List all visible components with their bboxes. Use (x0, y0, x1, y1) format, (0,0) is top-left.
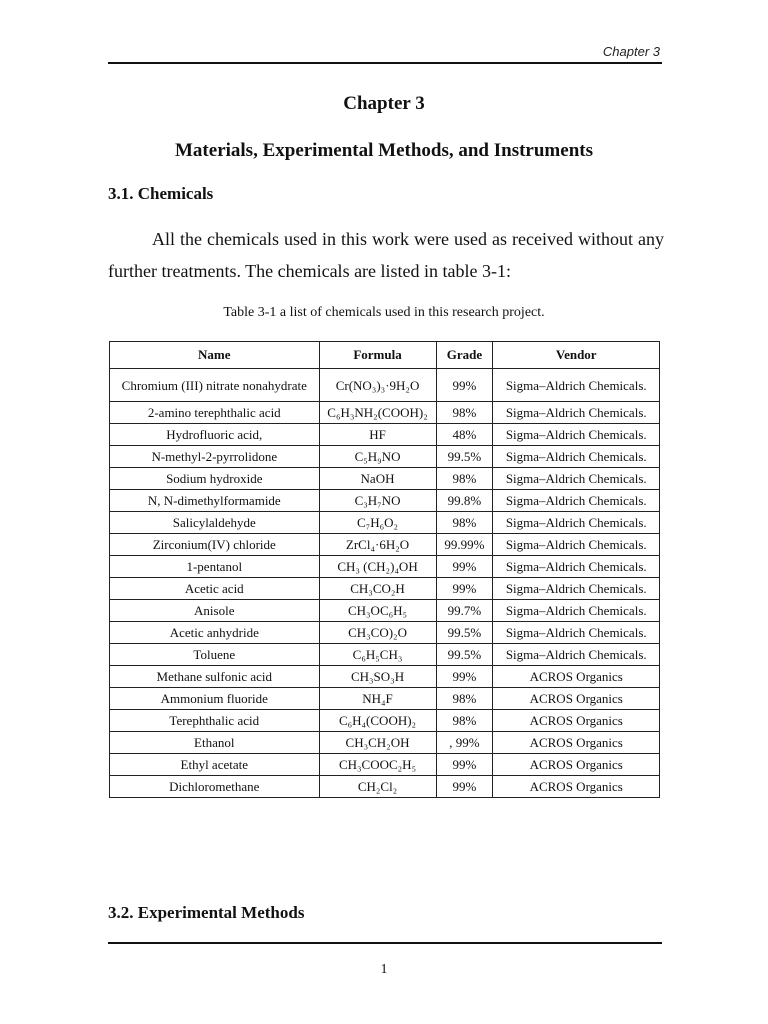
table-header-row (110, 342, 660, 369)
cell-formula: C₆H₄(COOH)₂ (319, 710, 436, 732)
cell-formula: NaOH (319, 468, 436, 490)
cell-vendor: ACROS Organics (493, 710, 660, 732)
cell-vendor: Sigma–Aldrich Chemicals. (493, 490, 660, 512)
cell-name: Ammonium fluoride (110, 688, 320, 710)
header-formula: Formula (319, 342, 436, 369)
table-row (110, 776, 660, 798)
header-grade: Grade (436, 342, 493, 369)
table-row (110, 688, 660, 710)
cell-name: Ethyl acetate (110, 754, 320, 776)
cell-grade: 99.5% (436, 622, 493, 644)
cell-vendor: Sigma–Aldrich Chemicals. (493, 600, 660, 622)
cell-grade: 98% (436, 402, 493, 424)
table-row (110, 402, 660, 424)
table-row (110, 578, 660, 600)
chemicals-table (109, 341, 660, 798)
cell-formula: CH₂Cl₂ (319, 776, 436, 798)
table-row (110, 600, 660, 622)
table-caption: Table 3-1 a list of chemicals used in this research project. (223, 305, 545, 320)
table-row (110, 468, 660, 490)
cell-grade: 99% (436, 556, 493, 578)
cell-name: Salicylaldehyde (110, 512, 320, 534)
cell-name: N, N-dimethylformamide (110, 490, 320, 512)
cell-formula: CH₃CO₂H (319, 578, 436, 600)
cell-vendor: Sigma–Aldrich Chemicals. (493, 556, 660, 578)
cell-grade: 99% (436, 369, 493, 402)
cell-vendor: Sigma–Aldrich Chemicals. (493, 534, 660, 556)
cell-formula: C₆H₅CH₃ (319, 644, 436, 666)
cell-vendor: Sigma–Aldrich Chemicals. (493, 622, 660, 644)
table-row (110, 754, 660, 776)
cell-name: Toluene (110, 644, 320, 666)
cell-vendor: Sigma–Aldrich Chemicals. (493, 424, 660, 446)
cell-vendor: ACROS Organics (493, 732, 660, 754)
table-row (110, 446, 660, 468)
cell-formula: Cr(NO₃)₃·9H₂O (319, 369, 436, 402)
table-row (110, 490, 660, 512)
table-row (110, 512, 660, 534)
cell-formula: CH₃ (CH₂)₄OH (319, 556, 436, 578)
cell-vendor: Sigma–Aldrich Chemicals. (493, 446, 660, 468)
cell-grade: 98% (436, 468, 493, 490)
header-rule (108, 62, 662, 64)
cell-grade: 99.7% (436, 600, 493, 622)
cell-formula: C₇H₆O₂ (319, 512, 436, 534)
cell-grade: 99% (436, 754, 493, 776)
cell-grade: 99.5% (436, 644, 493, 666)
table-row (110, 424, 660, 446)
table-row (110, 666, 660, 688)
cell-grade: 99.5% (436, 446, 493, 468)
cell-vendor: Sigma–Aldrich Chemicals. (493, 578, 660, 600)
cell-vendor: ACROS Organics (493, 754, 660, 776)
header-name: Name (110, 342, 320, 369)
cell-grade: 99% (436, 776, 493, 798)
table-row (110, 732, 660, 754)
table-row (110, 534, 660, 556)
cell-formula: CH₃CH₂OH (319, 732, 436, 754)
cell-vendor: Sigma–Aldrich Chemicals. (493, 369, 660, 402)
cell-formula: CH₃CO)₂O (319, 622, 436, 644)
cell-name: Chromium (III) nitrate nonahydrate (110, 369, 320, 402)
cell-name: Anisole (110, 600, 320, 622)
table-row (110, 556, 660, 578)
cell-name: Acetic acid (110, 578, 320, 600)
cell-name: Methane sulfonic acid (110, 666, 320, 688)
cell-grade: 98% (436, 688, 493, 710)
cell-formula: ZrCl₄·6H₂O (319, 534, 436, 556)
cell-formula: HF (319, 424, 436, 446)
cell-name: 1-pentanol (110, 556, 320, 578)
cell-name: Acetic anhydride (110, 622, 320, 644)
cell-name: Terephthalic acid (110, 710, 320, 732)
table-row (110, 622, 660, 644)
cell-grade: 98% (436, 512, 493, 534)
cell-grade: 99.99% (436, 534, 493, 556)
table-row (110, 710, 660, 732)
section-heading-experimental-methods: 3.2. Experimental Methods (108, 903, 305, 922)
cell-vendor: Sigma–Aldrich Chemicals. (493, 644, 660, 666)
cell-formula: NH₄F (319, 688, 436, 710)
cell-name: N-methyl-2-pyrrolidone (110, 446, 320, 468)
cell-formula: CH₃COOC₂H₅ (319, 754, 436, 776)
intro-paragraph-text: All the chemicals used in this work were used as received without any further treatments. The chemicals are listed in table 3-1: (108, 229, 664, 281)
cell-grade: 99.8% (436, 490, 493, 512)
cell-formula: C₆H₃NH₂(COOH)₂ (319, 402, 436, 424)
cell-formula: CH₃OC₆H₅ (319, 600, 436, 622)
table-row (110, 644, 660, 666)
cell-name: Ethanol (110, 732, 320, 754)
cell-formula: C₅H₉NO (319, 446, 436, 468)
running-header: Chapter 3 (602, 44, 660, 59)
cell-name: Hydrofluoric acid, (110, 424, 320, 446)
cell-grade: , 99% (436, 732, 493, 754)
page-number: 1 (380, 962, 388, 977)
section-heading-chemicals: 3.1. Chemicals (108, 184, 214, 203)
table-body (110, 369, 660, 798)
cell-grade: 99% (436, 578, 493, 600)
cell-vendor: ACROS Organics (493, 666, 660, 688)
cell-name: Dichloromethane (110, 776, 320, 798)
cell-name: Sodium hydroxide (110, 468, 320, 490)
cell-vendor: Sigma–Aldrich Chemicals. (493, 468, 660, 490)
cell-formula: C₃H₇NO (319, 490, 436, 512)
cell-grade: 98% (436, 710, 493, 732)
cell-vendor: ACROS Organics (493, 776, 660, 798)
chapter-subtitle: Materials, Experimental Methods, and Instruments (175, 140, 593, 161)
intro-paragraph (108, 223, 664, 287)
cell-vendor: ACROS Organics (493, 688, 660, 710)
cell-grade: 99% (436, 666, 493, 688)
cell-formula: CH₃SO₃H (319, 666, 436, 688)
table-row (110, 369, 660, 402)
chapter-title: Chapter 3 (343, 93, 425, 114)
cell-vendor: Sigma–Aldrich Chemicals. (493, 512, 660, 534)
footer-rule (108, 942, 662, 944)
header-vendor: Vendor (493, 342, 660, 369)
cell-grade: 48% (436, 424, 493, 446)
cell-vendor: Sigma–Aldrich Chemicals. (493, 402, 660, 424)
cell-name: Zirconium(IV) chloride (110, 534, 320, 556)
cell-name: 2-amino terephthalic acid (110, 402, 320, 424)
